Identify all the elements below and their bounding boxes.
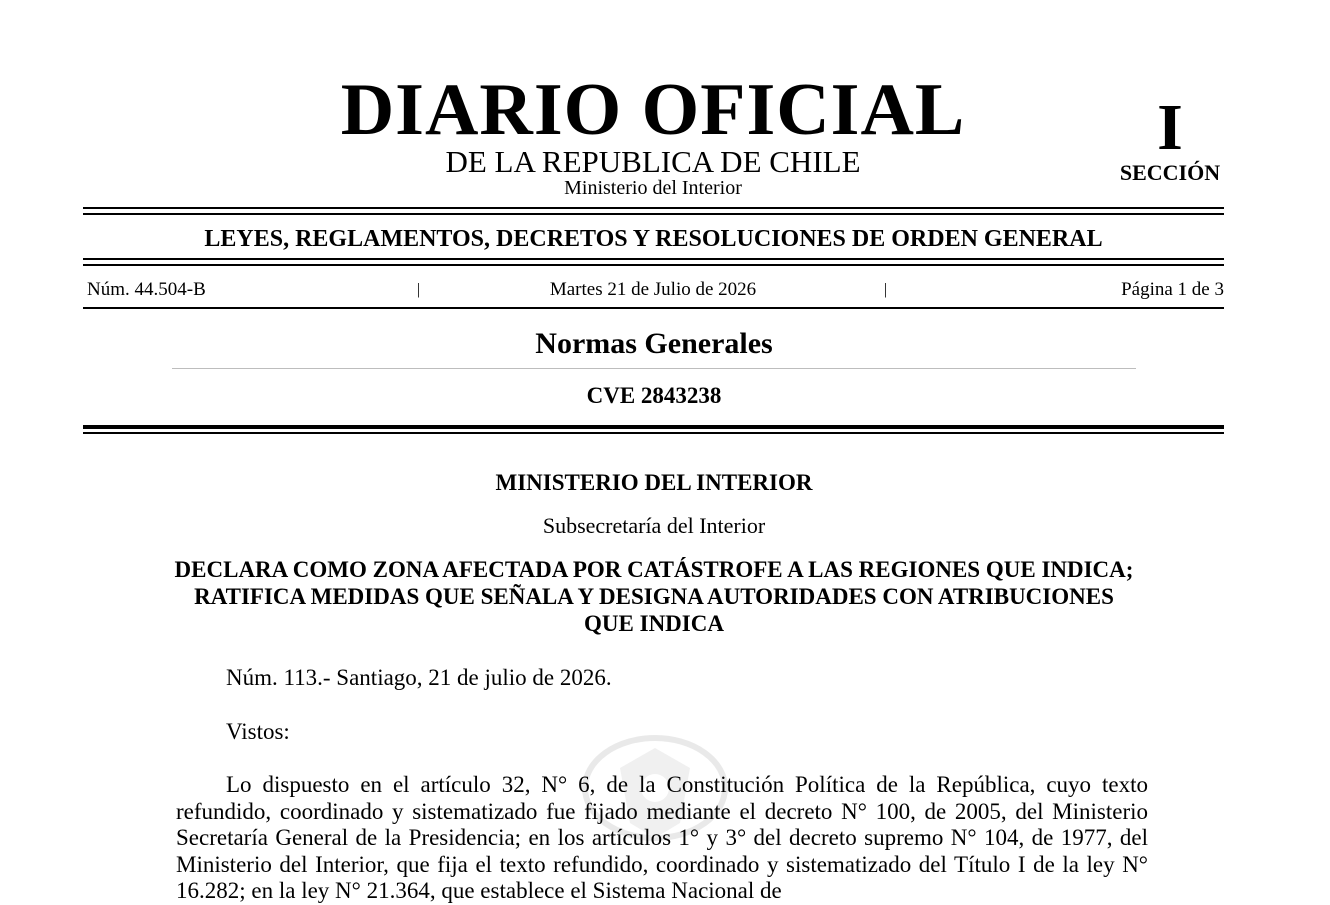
issue-separator-left: |	[417, 281, 421, 298]
norms-divider	[172, 368, 1136, 369]
rule-top-1	[83, 207, 1224, 209]
rule-top-2	[83, 213, 1224, 215]
issue-page: Página 1 de 3	[1121, 279, 1224, 300]
section-number: I	[1157, 91, 1183, 164]
issue-date: Martes 21 de Julio de 2026	[549, 279, 757, 300]
rule-heavy-1	[83, 425, 1224, 429]
vistos-paragraph: Lo dispuesto en el artículo 32, N° 6, de la Constitución Política de la República, cuyo texto refundido, coordinado y sistematizado fue fijado mediante el decreto N° 100, de 2005, del Ministerio Secretaría General de la Presidencia; en los artículos 1° y 3° del decreto supremo N° 104, de 1977, del Ministerio del Interior, que fija el texto refundido, coordinado y sistematizado del Título I de la ley N° 16.282; en la ley N° 21.364, que establece el Sistema Nacional de	[176, 772, 1148, 903]
section-banner: LEYES, REGLAMENTOS, DECRETOS Y RESOLUCIONES DE ORDEN GENERAL	[204, 226, 1103, 252]
norms-title: Normas Generales	[535, 327, 773, 360]
masthead-ministry: Ministerio del Interior	[564, 177, 742, 199]
masthead-subtitle: DE LA REPUBLICA DE CHILE	[445, 144, 861, 179]
rule-banner-2	[83, 264, 1224, 266]
issue-number: Núm. 44.504-B	[87, 279, 206, 300]
decree-number-line: Núm. 113.- Santiago, 21 de julio de 2026.	[226, 665, 612, 690]
decree-title: DECLARA COMO ZONA AFECTADA POR CATÁSTROFE A LAS REGIONES QUE INDICA; RATIFICA MEDIDAS QUE SEÑALA Y DESIGNA AUTORIDADES CON ATRIBUCIONES QUE INDICA	[174, 557, 1134, 636]
document-subsecretaria: Subsecretaría del Interior	[542, 513, 766, 538]
document-ministry: MINISTERIO DEL INTERIOR	[495, 470, 813, 495]
section-label: SECCIÓN	[1119, 160, 1221, 185]
masthead-title: DIARIO OFICIAL	[340, 69, 966, 151]
issue-separator-right: |	[884, 281, 888, 298]
rule-heavy-2	[83, 432, 1224, 434]
cve-code: CVE 2843238	[586, 383, 722, 408]
rule-banner-1	[83, 258, 1224, 260]
rule-meta	[83, 307, 1224, 309]
vistos-heading: Vistos:	[226, 719, 290, 744]
